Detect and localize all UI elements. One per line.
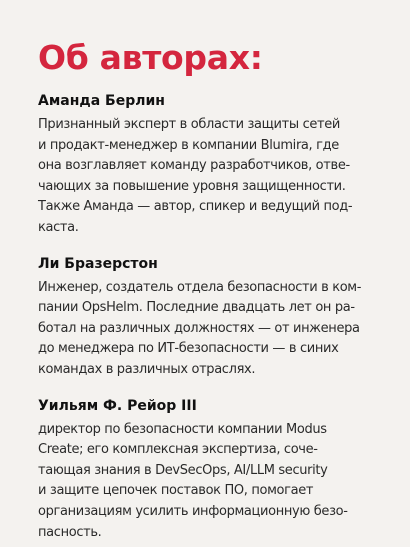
bio-line: командах в различных отраслях.: [38, 361, 256, 377]
bio-line: пасность.: [38, 524, 102, 540]
author-entry: [38, 92, 384, 239]
bio-line: и защите цепочек поставок ПО, помогает: [38, 483, 314, 499]
bio-line: до менеджера по ИТ-безопасности — в синих: [38, 341, 339, 357]
bio-line: организациям усилить информационную безо-: [38, 503, 348, 519]
author-bio: [38, 420, 388, 544]
bio-line: Инженер, создатель отдела безопасности в ком-: [38, 279, 362, 295]
bio-line: она возглавляет команду разработчиков, отве-: [38, 158, 350, 174]
bio-line: директор по безопасности компании Modus: [38, 421, 327, 437]
bio-line: ботал на различных должностях — от инженера: [38, 320, 360, 336]
bio-line: Признанный эксперт в области защиты сетей: [38, 117, 340, 132]
bio-line: тающая знания в DevSecOps, AI/LLM security: [38, 462, 328, 478]
author-entry: [38, 255, 384, 381]
author-name: Уильям Ф. Рейор III: [38, 397, 197, 414]
bio-line: чающих за повышение уровня защищенности.: [38, 178, 346, 194]
author-name: Аманда Берлин: [38, 93, 165, 109]
author-bio: [38, 115, 388, 239]
author-name: Ли Бразерстон: [38, 255, 158, 272]
bio-line: и продакт-менеджер в компании Blumira, где: [38, 137, 339, 153]
page-title: Об авторах:: [38, 38, 263, 77]
bio-line: Create; его комплексная экспертиза, сочe-: [38, 442, 318, 458]
bio-line: пании OpsHelm. Последние двадцать лет он ра-: [38, 300, 355, 316]
bio-line: Также Аманда — автор, спикер и ведущий под-: [38, 199, 353, 215]
author-entry: [38, 397, 384, 544]
bio-line: каста.: [38, 219, 79, 235]
author-bio: [38, 278, 388, 381]
